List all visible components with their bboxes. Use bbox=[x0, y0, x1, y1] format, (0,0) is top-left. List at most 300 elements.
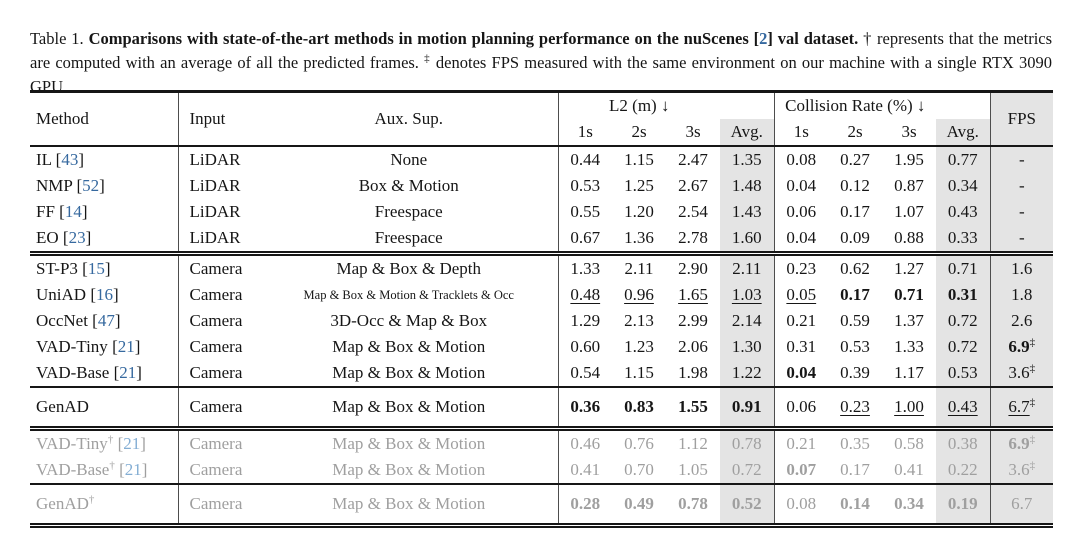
metric-value: 0.36 bbox=[570, 397, 601, 416]
fps-cell bbox=[990, 429, 1053, 458]
metric-value: 1.17 bbox=[894, 363, 924, 382]
metric-value: 0.60 bbox=[570, 337, 601, 356]
metric-cell bbox=[558, 457, 612, 484]
metric-cell bbox=[720, 199, 774, 225]
metric-cell bbox=[882, 360, 936, 387]
metric-value: 0.04 bbox=[786, 176, 817, 195]
citation-link[interactable]: 21 bbox=[123, 434, 141, 453]
table-row bbox=[30, 173, 1053, 199]
metric-cell bbox=[828, 360, 882, 387]
metric-cell bbox=[828, 199, 882, 225]
metric-value: 1.6 bbox=[1011, 259, 1033, 278]
method-cell: ST-P3 [15] bbox=[30, 254, 178, 283]
metric-cell bbox=[936, 360, 990, 387]
metric-value: 1.35 bbox=[731, 150, 762, 169]
metric-cell bbox=[774, 387, 828, 429]
input-cell: Camera bbox=[178, 429, 260, 458]
metric-value: 1.55 bbox=[678, 397, 708, 416]
col-header-collision-avg: Avg. bbox=[936, 119, 990, 146]
metric-cell bbox=[666, 254, 720, 283]
input-cell: Camera bbox=[178, 457, 260, 484]
method-name: OccNet bbox=[36, 311, 88, 330]
metric-cell bbox=[774, 173, 828, 199]
metric-cell bbox=[882, 173, 936, 199]
method-name: EO bbox=[36, 228, 59, 247]
table-row bbox=[30, 146, 1053, 173]
dagger-mark: † bbox=[88, 493, 95, 506]
metric-value: 0.54 bbox=[570, 363, 601, 382]
metric-value: 6.7 bbox=[1011, 494, 1033, 513]
metric-value: 0.34 bbox=[894, 494, 924, 513]
metric-value: 1.03 bbox=[731, 285, 762, 304]
table-row bbox=[30, 360, 1053, 387]
metric-cell bbox=[720, 484, 774, 526]
metric-value: 1.20 bbox=[624, 202, 654, 221]
metric-cell bbox=[828, 457, 882, 484]
metric-value: 0.91 bbox=[731, 397, 762, 416]
metric-cell bbox=[666, 282, 720, 308]
metric-cell bbox=[936, 254, 990, 283]
method-cell: VAD-Tiny [21] bbox=[36, 337, 141, 356]
caption-bold-text-end: ] val dataset. bbox=[767, 28, 859, 48]
metric-value: 2.06 bbox=[678, 337, 708, 356]
metric-cell bbox=[936, 308, 990, 334]
metric-cell bbox=[936, 484, 990, 526]
fps-cell bbox=[990, 484, 1053, 526]
metric-cell bbox=[558, 282, 612, 308]
method-cell: IL [43] bbox=[36, 150, 85, 169]
metric-value: 0.71 bbox=[894, 285, 924, 304]
metric-value: 1.8 bbox=[1011, 285, 1033, 304]
metric-cell bbox=[828, 484, 882, 526]
metric-cell bbox=[774, 334, 828, 360]
metric-cell bbox=[666, 173, 720, 199]
metric-cell bbox=[666, 457, 720, 484]
metric-cell bbox=[558, 173, 612, 199]
metric-value: 2.54 bbox=[678, 202, 708, 221]
metric-cell bbox=[936, 225, 990, 254]
method-cell: FF [14] bbox=[36, 202, 88, 221]
metric-value: 0.04 bbox=[786, 228, 817, 247]
metric-value: 0.59 bbox=[840, 311, 870, 330]
metric-value: 0.31 bbox=[786, 337, 817, 356]
citation-link[interactable]: 21 bbox=[117, 337, 135, 356]
metric-cell bbox=[720, 173, 774, 199]
metric-value: 0.31 bbox=[947, 285, 978, 304]
metric-cell bbox=[828, 225, 882, 254]
metric-value: 2.99 bbox=[678, 311, 708, 330]
metric-cell bbox=[666, 334, 720, 360]
metric-value: 0.21 bbox=[786, 434, 817, 453]
input-cell: Camera bbox=[178, 484, 260, 526]
metric-cell bbox=[774, 254, 828, 283]
metric-cell bbox=[936, 457, 990, 484]
metric-cell bbox=[558, 484, 612, 526]
metric-cell bbox=[936, 334, 990, 360]
input-cell: LiDAR bbox=[178, 225, 260, 254]
metric-value: 0.58 bbox=[894, 434, 924, 453]
metric-value: 0.12 bbox=[840, 176, 870, 195]
table-caption bbox=[30, 27, 1052, 99]
caption-label: Table 1. bbox=[30, 28, 84, 48]
ddagger-mark: ‡ bbox=[1029, 362, 1036, 375]
fps-cell bbox=[990, 282, 1053, 308]
metric-value: 0.71 bbox=[947, 259, 978, 278]
table-row bbox=[30, 429, 1053, 458]
metric-cell bbox=[558, 360, 612, 387]
metric-cell bbox=[828, 429, 882, 458]
metric-cell bbox=[612, 254, 666, 283]
metric-cell bbox=[612, 484, 666, 526]
metric-value: 1.48 bbox=[731, 176, 762, 195]
table-row bbox=[30, 334, 1053, 360]
table-row bbox=[30, 484, 1053, 526]
metric-cell bbox=[720, 387, 774, 429]
method-name: GenAD bbox=[36, 494, 89, 513]
metric-value: 1.15 bbox=[624, 363, 654, 382]
method-name: VAD-Tiny bbox=[36, 434, 108, 453]
metric-value: 0.22 bbox=[947, 460, 978, 479]
metric-cell bbox=[558, 146, 612, 173]
metric-cell bbox=[828, 146, 882, 173]
group-lidar-methods bbox=[30, 146, 1053, 254]
metric-value: 0.17 bbox=[840, 285, 870, 304]
metric-value: 0.72 bbox=[947, 311, 978, 330]
dagger-mark: † bbox=[109, 459, 115, 472]
citation-link[interactable]: 21 bbox=[119, 363, 137, 382]
citation-link[interactable]: 23 bbox=[68, 228, 86, 247]
metric-cell bbox=[882, 254, 936, 283]
metric-value: 0.96 bbox=[624, 285, 654, 304]
input-cell: Camera bbox=[178, 360, 260, 387]
fps-cell bbox=[990, 334, 1053, 360]
metric-cell bbox=[774, 146, 828, 173]
results-table bbox=[30, 90, 1053, 528]
metric-value: 6.7 bbox=[1008, 397, 1030, 416]
ddagger-mark: ‡ bbox=[1029, 336, 1036, 349]
metric-value: 1.27 bbox=[894, 259, 924, 278]
metric-value: 1.29 bbox=[570, 311, 601, 330]
metric-cell bbox=[666, 387, 720, 429]
citation-link[interactable]: 16 bbox=[95, 285, 113, 304]
input-cell: Camera bbox=[178, 387, 260, 429]
metric-cell bbox=[774, 225, 828, 254]
metric-value: 1.30 bbox=[731, 337, 762, 356]
metric-value: 0.17 bbox=[840, 202, 870, 221]
metric-cell bbox=[558, 308, 612, 334]
ddagger-mark: ‡ bbox=[1029, 433, 1036, 446]
metric-value: 2.11 bbox=[624, 259, 654, 278]
citation-link[interactable]: 21 bbox=[124, 460, 142, 479]
metric-value: 0.76 bbox=[624, 434, 654, 453]
metric-cell bbox=[558, 199, 612, 225]
metric-value: 0.72 bbox=[947, 337, 978, 356]
metric-value: 3.6 bbox=[1008, 460, 1030, 479]
metric-cell bbox=[558, 429, 612, 458]
metric-cell bbox=[936, 146, 990, 173]
fps-cell bbox=[990, 199, 1053, 225]
citation-link[interactable]: 15 bbox=[87, 259, 105, 278]
input-cell: LiDAR bbox=[178, 173, 260, 199]
metric-cell bbox=[612, 360, 666, 387]
double-dagger-mark: ‡ bbox=[424, 52, 431, 64]
citation-link[interactable]: 52 bbox=[82, 176, 100, 195]
col-header-l2-3s: 3s bbox=[666, 119, 720, 146]
metric-cell bbox=[720, 360, 774, 387]
metric-cell bbox=[720, 146, 774, 173]
metric-value: 0.72 bbox=[731, 460, 762, 479]
metric-value: - bbox=[1018, 150, 1025, 169]
metric-value: 6.9 bbox=[1008, 337, 1030, 356]
metric-value: 0.08 bbox=[786, 150, 817, 169]
metric-value: 0.33 bbox=[947, 228, 978, 247]
col-header-collision-2s: 2s bbox=[828, 119, 882, 146]
metric-value: 0.06 bbox=[786, 397, 817, 416]
group-averaged-genad bbox=[30, 484, 1053, 526]
citation-link[interactable]: 43 bbox=[61, 150, 79, 169]
metric-value: 1.43 bbox=[731, 202, 762, 221]
method-name: ST-P3 bbox=[36, 259, 78, 278]
fps-cell bbox=[990, 173, 1053, 199]
metric-value: 0.39 bbox=[840, 363, 870, 382]
metric-value: 1.60 bbox=[731, 228, 762, 247]
method-name: IL bbox=[36, 150, 52, 169]
metric-value: 2.13 bbox=[624, 311, 654, 330]
metric-cell bbox=[720, 334, 774, 360]
caption-bold-text: Comparisons with state-of-the-art methods in motion planning performance on the nuScenes [ bbox=[88, 28, 760, 48]
metric-value: 0.49 bbox=[624, 494, 654, 513]
metric-cell bbox=[882, 308, 936, 334]
metric-value: - bbox=[1018, 228, 1025, 247]
group-camera-methods bbox=[30, 254, 1053, 388]
col-group-l2: L2 (m) ↓ bbox=[558, 92, 720, 120]
metric-value: 0.53 bbox=[947, 363, 978, 382]
metric-cell bbox=[774, 429, 828, 458]
metric-value: 1.00 bbox=[894, 397, 924, 416]
metric-cell bbox=[612, 308, 666, 334]
metric-cell bbox=[720, 225, 774, 254]
metric-value: 0.35 bbox=[840, 434, 870, 453]
aux-sup-cell: Map & Box & Motion & Tracklets & Occ bbox=[303, 288, 514, 302]
metric-value: 1.95 bbox=[894, 150, 924, 169]
metric-value: 0.08 bbox=[786, 494, 817, 513]
metric-cell bbox=[666, 429, 720, 458]
metric-value: 0.53 bbox=[840, 337, 870, 356]
metric-cell bbox=[612, 429, 666, 458]
method-name: GenAD bbox=[36, 397, 89, 416]
metric-cell bbox=[882, 282, 936, 308]
aux-sup-cell: Freespace bbox=[374, 202, 443, 221]
table-row bbox=[30, 199, 1053, 225]
metric-cell bbox=[612, 199, 666, 225]
metric-value: 0.06 bbox=[786, 202, 817, 221]
input-cell: LiDAR bbox=[178, 199, 260, 225]
ddagger-mark: ‡ bbox=[1029, 396, 1036, 409]
metric-value: 6.9 bbox=[1008, 434, 1030, 453]
ddagger-mark: ‡ bbox=[1029, 459, 1036, 472]
col-header-method: Method bbox=[30, 92, 178, 147]
metric-value: 1.25 bbox=[624, 176, 654, 195]
metric-value: 0.77 bbox=[947, 150, 978, 169]
col-header-l2-1s: 1s bbox=[558, 119, 612, 146]
aux-sup-cell: Freespace bbox=[374, 228, 443, 247]
metric-cell bbox=[828, 254, 882, 283]
metric-value: 0.23 bbox=[840, 397, 870, 416]
group-averaged-vad bbox=[30, 429, 1053, 485]
metric-value: 0.78 bbox=[731, 434, 762, 453]
table-row bbox=[30, 282, 1053, 308]
metric-value: - bbox=[1018, 176, 1025, 195]
metric-value: 0.23 bbox=[786, 259, 817, 278]
metric-cell bbox=[558, 225, 612, 254]
caption-bold bbox=[89, 29, 859, 48]
metric-cell bbox=[720, 282, 774, 308]
metric-cell bbox=[558, 254, 612, 283]
aux-sup-cell: Map & Box & Depth bbox=[260, 254, 558, 283]
citation-link[interactable]: 14 bbox=[64, 202, 82, 221]
metric-cell bbox=[882, 457, 936, 484]
metric-value: 1.98 bbox=[678, 363, 708, 382]
metric-cell bbox=[558, 387, 612, 429]
col-header-l2-2s: 2s bbox=[612, 119, 666, 146]
citation-link[interactable]: 47 bbox=[97, 311, 115, 330]
metric-value: 2.67 bbox=[678, 176, 708, 195]
metric-cell bbox=[828, 282, 882, 308]
metric-value: 0.04 bbox=[786, 363, 817, 382]
metric-cell bbox=[936, 199, 990, 225]
table-header bbox=[30, 92, 1053, 147]
aux-sup-cell: Box & Motion bbox=[358, 176, 459, 195]
metric-value: 1.33 bbox=[894, 337, 924, 356]
metric-value: 0.87 bbox=[894, 176, 924, 195]
metric-cell bbox=[828, 387, 882, 429]
metric-cell bbox=[882, 387, 936, 429]
input-cell: Camera bbox=[178, 282, 260, 308]
metric-cell bbox=[882, 429, 936, 458]
metric-cell bbox=[666, 225, 720, 254]
metric-value: 2.14 bbox=[731, 311, 762, 330]
metric-cell bbox=[774, 457, 828, 484]
aux-sup-cell: 3D-Occ & Map & Box bbox=[330, 311, 488, 330]
method-cell: VAD-Base† [21] bbox=[36, 459, 148, 479]
metric-cell bbox=[720, 254, 774, 283]
metric-cell bbox=[936, 282, 990, 308]
metric-cell bbox=[774, 282, 828, 308]
input-cell: Camera bbox=[178, 308, 260, 334]
metric-value: 1.12 bbox=[678, 434, 708, 453]
metric-cell bbox=[612, 282, 666, 308]
metric-value: 0.67 bbox=[570, 228, 601, 247]
metric-cell bbox=[612, 387, 666, 429]
metric-value: 1.22 bbox=[731, 363, 762, 382]
method-name: NMP bbox=[36, 176, 73, 195]
metric-cell bbox=[666, 146, 720, 173]
aux-sup-cell: Map & Box & Motion bbox=[260, 387, 558, 429]
group-genad bbox=[30, 387, 1053, 429]
method-cell bbox=[30, 387, 178, 429]
metric-cell bbox=[612, 457, 666, 484]
metric-cell bbox=[612, 225, 666, 254]
col-header-collision-3s: 3s bbox=[882, 119, 936, 146]
metric-value: 0.55 bbox=[570, 202, 601, 221]
metric-cell bbox=[828, 334, 882, 360]
caption-note-ddagger: denotes FPS measured with the same environment on our machine with a single RTX 3090 GPU. bbox=[30, 52, 1053, 96]
method-name: VAD-Base bbox=[36, 460, 110, 479]
metric-value: 1.65 bbox=[678, 285, 708, 304]
aux-sup-cell: Map & Box & Motion bbox=[332, 460, 486, 479]
metric-cell bbox=[666, 360, 720, 387]
metric-value: 0.14 bbox=[840, 494, 870, 513]
metric-value: 0.21 bbox=[786, 311, 817, 330]
metric-value: 1.23 bbox=[624, 337, 654, 356]
aux-sup-cell: Map & Box & Motion bbox=[332, 363, 486, 382]
metric-value: 2.47 bbox=[678, 150, 708, 169]
fps-cell bbox=[990, 254, 1053, 283]
method-cell: EO [23] bbox=[36, 228, 92, 247]
metric-value: 1.05 bbox=[678, 460, 708, 479]
caption-note-dagger: † represents that the metrics are computed with an average of all the predicted frames. bbox=[30, 28, 1053, 72]
fps-cell bbox=[990, 146, 1053, 173]
metric-cell bbox=[612, 173, 666, 199]
metric-value: - bbox=[1018, 202, 1025, 221]
metric-cell bbox=[774, 308, 828, 334]
table-row bbox=[30, 457, 1053, 484]
dagger-mark: † bbox=[107, 433, 114, 446]
metric-cell bbox=[612, 334, 666, 360]
metric-cell bbox=[936, 173, 990, 199]
metric-value: 0.28 bbox=[570, 494, 601, 513]
input-cell: Camera bbox=[178, 334, 260, 360]
metric-value: 2.11 bbox=[732, 259, 762, 278]
metric-cell bbox=[936, 429, 990, 458]
table-row bbox=[30, 225, 1053, 254]
metric-cell bbox=[882, 484, 936, 526]
method-name: FF bbox=[36, 202, 55, 221]
metric-value: 0.09 bbox=[840, 228, 870, 247]
metric-value: 0.44 bbox=[570, 150, 601, 169]
metric-cell bbox=[558, 334, 612, 360]
metric-value: 0.43 bbox=[947, 202, 978, 221]
header-group-row bbox=[30, 92, 1053, 120]
metric-cell bbox=[720, 308, 774, 334]
metric-value: 3.6 bbox=[1008, 363, 1030, 382]
citation-link[interactable]: 2 bbox=[759, 28, 768, 48]
aux-sup-cell: None bbox=[390, 150, 428, 169]
metric-value: 0.52 bbox=[731, 494, 762, 513]
metric-value: 0.41 bbox=[894, 460, 924, 479]
metric-value: 2.90 bbox=[678, 259, 708, 278]
metric-cell bbox=[882, 225, 936, 254]
method-name: UniAD bbox=[36, 285, 87, 304]
metric-value: 0.17 bbox=[840, 460, 870, 479]
metric-cell bbox=[612, 146, 666, 173]
method-name: VAD-Tiny bbox=[36, 337, 108, 356]
method-cell bbox=[30, 484, 178, 526]
metric-cell bbox=[774, 360, 828, 387]
method-cell: UniAD [16] bbox=[36, 285, 119, 304]
metric-value: 0.07 bbox=[786, 460, 817, 479]
metric-cell bbox=[720, 457, 774, 484]
table-row bbox=[30, 387, 1053, 429]
fps-cell bbox=[990, 360, 1053, 387]
col-group-collision-rate: Collision Rate (%) ↓ bbox=[774, 92, 936, 120]
metric-cell bbox=[666, 308, 720, 334]
metric-value: 0.34 bbox=[947, 176, 978, 195]
metric-cell bbox=[882, 146, 936, 173]
metric-cell bbox=[828, 173, 882, 199]
metric-value: 0.78 bbox=[678, 494, 708, 513]
metric-value: 1.07 bbox=[894, 202, 924, 221]
